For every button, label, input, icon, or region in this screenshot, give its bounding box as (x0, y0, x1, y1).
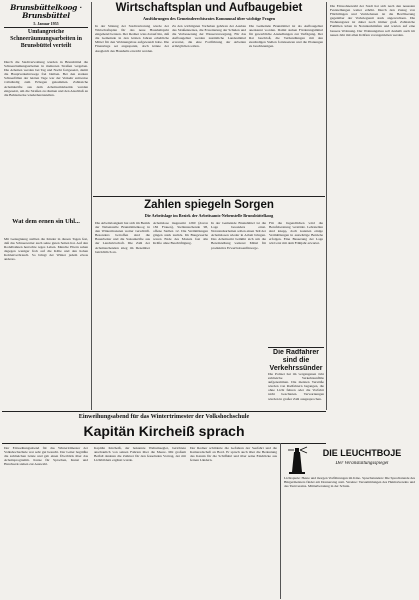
radfahrer-headline: Die Radfahrer sind die Verkehrssünder (269, 349, 323, 371)
leuchtboje-title: DIE LEUCHTBOJE (322, 448, 402, 458)
leuchtboje-box (284, 446, 415, 598)
top-col-3: Die Gemeinde Brunsbüttel ist als Aufbaugebiet anerkannt worden. Damit stehen Förderungsmittel für gewerbliche Ansiedlungen zur Verfügung. Der Rat beschloß, die Verhandlungen mit den zuständigen Stellen fortzusetzen und die Planungen zu beschleunigen. (249, 24, 323, 49)
middle-headline: Zahlen spiegeln Sorgen (144, 199, 274, 211)
bottom-col-3: Der Redner schilderte die Gefahren der Seefahrt und die Kameradschaft an Bord. Er sprach auch über die Bedeutung des Kanals für die Schiffahrt und über seine Eindrücke aus fernen Ländern. (190, 446, 277, 463)
rule-bottom-mid (2, 443, 326, 444)
leuchtboje-body: Lichtspiele: Heute und morgen Vorführungen im Kino. Sprechstunden: Die Sprechstunde des Bürgermeisters findet am Donnerstag statt. Vereine: Versammlungen des Heimatvereins und des Turnvereins. Mütterberatung in der Schule. (284, 476, 415, 489)
bottom-col-2: Kapitän Kircheiß, der bekannte Weltumsegler, berichtete anschaulich von seinen Fahrten über die Meere. Mit großem Beifall dankten die Zuhörer für den fesselnden Vortrag, der mit Lichtbildern ergänzt wurde. (94, 446, 186, 463)
divider-bottom (280, 443, 281, 599)
left-section-body: Mit Genugtuung stellten die Kinder in diesen Tagen fest, daß das Schneewetter auch seine guten Seiten hat. Auf den Rodelbahnen herrschte reges Leben. Manche Eltern sahen dagegen weniger froh auf die Kälte und den hohen Kohlenverbrauch. So bringt der Winter jedem etwas anderes. (4, 237, 88, 262)
top-col-2: Zu den wichtigsten Vorhaben gehören der Ausbau des Straßennetzes, die Erweiterung der Schulen und die Verbesserung der Wasserversorgung. Für das Aufbaugebiet werden zusätzliche Landesmittel erwartet, die eine Fortführung der Arbeiten ermöglichen sollen. (172, 24, 246, 49)
right-col-body: Die Einwohnerzahl der Stadt hat sich nach den neuesten Feststellungen weiter erhöht. Durch den Zuzug von Flüchtlingen und Vertriebenen ist die Bevölkerung gegenüber der Vorkriegszeit stark angewachsen. Die Wohnungsnot ist daher noch immer groß. Zahlreiche Familien leben in Notunterkünften und warten auf eine bessere Wohnung. Der Wohnungsbau soll deshalb auch im neuen Jahr mit allen Kräften vorangetrieben werden. (330, 4, 415, 37)
bottom-headline: Kapitän Kircheiß sprach (83, 423, 245, 439)
middle-col-2: Arbeitslose insgesamt 1260 (davon 182 Frauen), Stellensuchende 98, offene Stellen 12. Die Vermittlungen gingen stark zurück. Im Baugewerbe waren Ende des Monats fast alle Kräfte ohne Beschäftigung. (153, 221, 208, 246)
divider-right (326, 2, 327, 410)
middle-col-3: In der Gemeinde Brunsbüttel ist die Lage besonders ernst. Notstandsarbeiten sollen einen Teil der Arbeitslosen wieder in Arbeit bringen. Das Arbeitsamt bemüht sich um die Bereitstellung weiterer Mittel für produktive Erwerbslosenfürsorge. (211, 221, 266, 250)
left-body: Durch die Stadtverwaltung wurden in Brunsbüttel die Schneeräumungsarbeiten in mehreren Straßen vergeben. Die Arbeiten werden bei Tag und Nacht fortgesetzt, damit die Hauptverkehrswege frei bleiben. Bei den starken Schneefällen der letzten Tage war der Verkehr zeitweise vollständig zum Erliegen gekommen. Zahlreiche Arbeitskräfte aus dem Arbeitsamtsbezirk wurden eingesetzt, um die Straßen zu räumen und den Anschluß an die Bahnstrecke wiederherzustellen. (4, 60, 88, 97)
left-headline: Umfangreiche Schneeräumungsarbeiten in Brunsbüttel verteilt (10, 29, 82, 49)
top-subheadline: Ausführungen des Gemeinderechtsrates Kommunal über wichtige Fragen (143, 16, 275, 21)
middle-col-1: Die Arbeitslosigkeit hat sich im Bezirk der Nebenstelle Brunsbüttelkoog in den Wintermonaten weiter verschärft. Besonders betroffen sind die Bauarbeiter und die Saisonkräfte aus der Landwirtschaft. Die Zahl der Arbeitsuchenden stieg im Dezember beträchtlich an. (95, 221, 150, 254)
masthead-rule (4, 27, 88, 28)
top-col-1: In der Sitzung der Stadtvertretung wurde der Wirtschaftsplan für das neue Haushaltsjahr eingehend beraten. Der Redner wies darauf hin, daß die Gemeinde in den letzten Jahren erhebliche Mittel für den Wohnungsbau aufgewandt habe. Die Finanzlage sei angespannt, doch könne der Ausgleich des Haushalts erreicht werden. (95, 24, 169, 53)
leuchtboje-subtitle: Der Veranstaltungsspiegel (335, 461, 389, 466)
lighthouse-icon (286, 446, 308, 474)
divider-left (91, 2, 92, 410)
radfahrer-body: Die Polizei hat im vergangenen Jahr zahlreiche Verkehrsunfälle aufgenommen. Die meisten Verstöße wurden von Radfahrern begangen, die ohne Licht fuhren oder die Vorfahrt nicht beachteten. Verwarnungen wurden in großer Zahl ausgesprochen. (268, 372, 324, 401)
middle-subheadline: Die Arbeitslage im Bezirk der Arbeitsamts-Nebenstelle Brunsbüttelkoog (144, 213, 274, 218)
bottom-banner-label: Einweihungsabend für das Wintertrimester der Volkshochschule (78, 413, 250, 420)
rule-radfahrer (268, 347, 324, 348)
rule-bottom-top (2, 411, 326, 412)
masthead-title: Brunsbüttelkoog · Brunsbüttel (10, 4, 82, 20)
top-headline: Wirtschaftsplan und Aufbaugebiet (115, 2, 303, 14)
left-section-headline: Wat dem eenen sin Uhl... (12, 218, 80, 225)
masthead-date: 5. Januar 1955 (33, 21, 59, 26)
rule-mid-top (93, 196, 325, 197)
bottom-col-1: Der Einweihungsabend für das Wintertrimester der Volkshochschule war sehr gut besucht. Der Leiter begrüßte die zahlreichen Gäste und gab einen Überblick über das Arbeitsprogramm. Kurse für Sprachen, Kunst und Handwerk stehen zur Auswahl. (4, 446, 88, 467)
middle-col-4: Für die Jugendlichen wird die Berufsberatung verstärkt. Lehrstellen sind knapp, doch konnten einige Vermittlungen in auswärtige Betriebe erfolgen. Eine Besserung der Lage wird erst mit dem Frühjahr erwartet. (269, 221, 323, 246)
